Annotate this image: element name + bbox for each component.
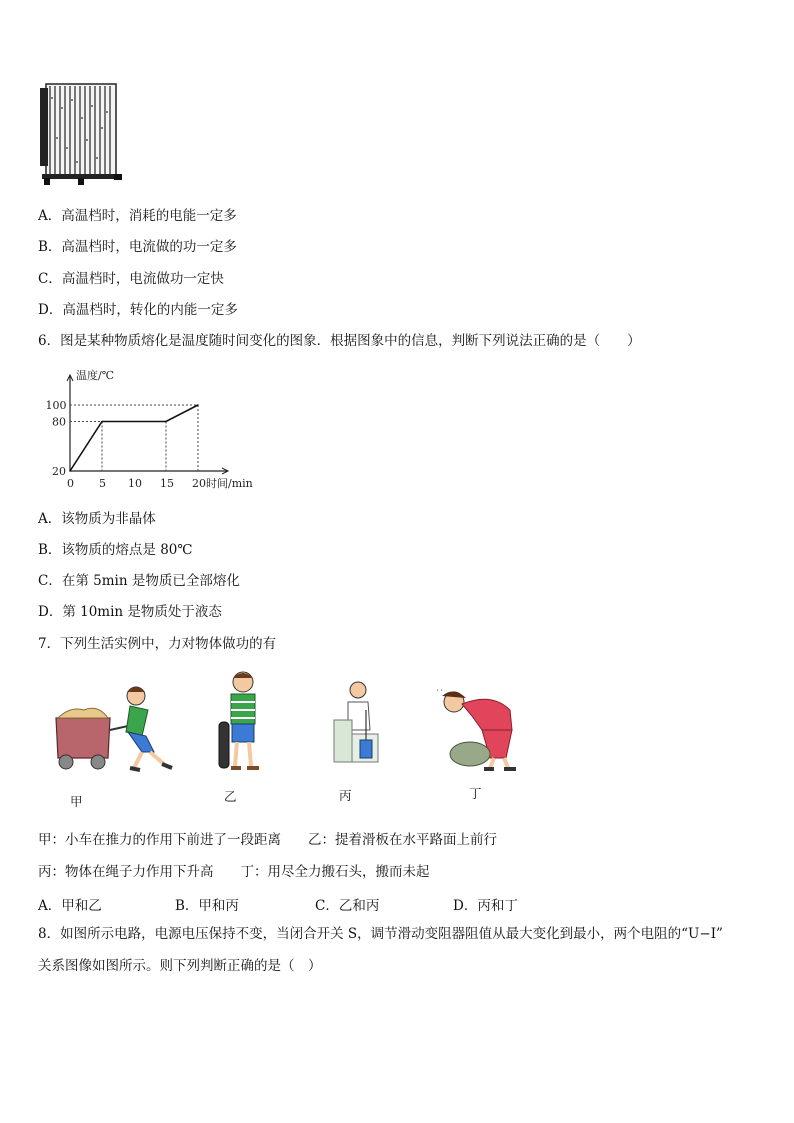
x-tick-label: 20 [192, 477, 206, 490]
question-7-desc-line-1: 甲：小车在推力的作用下前进了一段距离 乙：提着滑板在水平路面上前行 [38, 832, 497, 848]
y-tick-label: 100 [45, 399, 67, 412]
y-axis-label: 温度/℃ [76, 369, 115, 382]
x-tick-label: 10 [128, 477, 142, 490]
question-8-stem-line-1: 8．如图所示电路，电源电压保持不变，当闭合开关 S，调节滑动变阻器阻值从最大变化到最小，两个电阻的“U−I” [38, 926, 723, 942]
boy-pushing-cart-figure [50, 680, 180, 775]
question-8-stem-line-2: 关系图像如图所示。则下列判断正确的是（ ） [38, 958, 322, 974]
option-b: B．甲和丙 [175, 898, 239, 914]
x-axis-label: 时间/min [206, 477, 253, 490]
electric-heater-figure [38, 78, 130, 190]
y-tick-label: 80 [52, 415, 66, 429]
data-point [197, 404, 199, 406]
option-d: D．丙和丁 [453, 898, 518, 914]
x-tick-label: 5 [99, 477, 106, 490]
question-7-desc-line-2: 丙：物体在绳子力作用下升高 丁：用尽全力搬石头，搬而未起 [38, 864, 430, 880]
option-a: A．高温档时，消耗的电能一定多 [38, 208, 237, 224]
x-tick-label: 0 [67, 477, 74, 490]
option-b: B．高温档时，电流做的功一定多 [38, 239, 237, 255]
data-point [165, 421, 167, 423]
data-point [69, 470, 71, 472]
question-7-options [0, 894, 794, 914]
x-tick-label: 15 [160, 477, 174, 490]
option-c: C．乙和丙 [315, 898, 380, 914]
question-7-stem: 7．下列生活实例中，力对物体做功的有 [38, 636, 277, 652]
figure-label-ding: 丁 [469, 786, 482, 801]
option-b: B．该物质的熔点是 80℃ [38, 542, 193, 558]
y-tick-label: 20 [52, 465, 66, 478]
person-lifting-with-rope-figure [328, 680, 383, 765]
option-c: C．高温档时，电流做功一定快 [38, 271, 224, 287]
option-a: A．甲和乙 [38, 898, 102, 914]
option-a: A．该物质为非晶体 [38, 511, 156, 527]
figure-label-jia: 甲 [70, 794, 83, 809]
figure-label-bing: 丙 [339, 788, 352, 803]
question-6-stem: 6．图是某种物质熔化是温度随时间变化的图象．根据图象中的信息，判断下列说法正确的是（ ） [38, 333, 641, 349]
option-c: C．在第 5min 是物质已全部熔化 [38, 573, 240, 589]
figure-label-yi: 乙 [224, 789, 237, 804]
boy-with-skateboard-figure [215, 668, 270, 778]
girl-lifting-stone-figure [432, 684, 524, 774]
svg-text:ˋˋ: ˋˋ [436, 689, 444, 698]
option-d: D．第 10min 是物质处于液态 [38, 604, 222, 620]
data-point [101, 421, 103, 423]
temperature-curve [70, 405, 198, 471]
option-d: D．高温档时，转化的内能一定多 [38, 302, 238, 318]
melting-curve-chart [38, 363, 268, 493]
